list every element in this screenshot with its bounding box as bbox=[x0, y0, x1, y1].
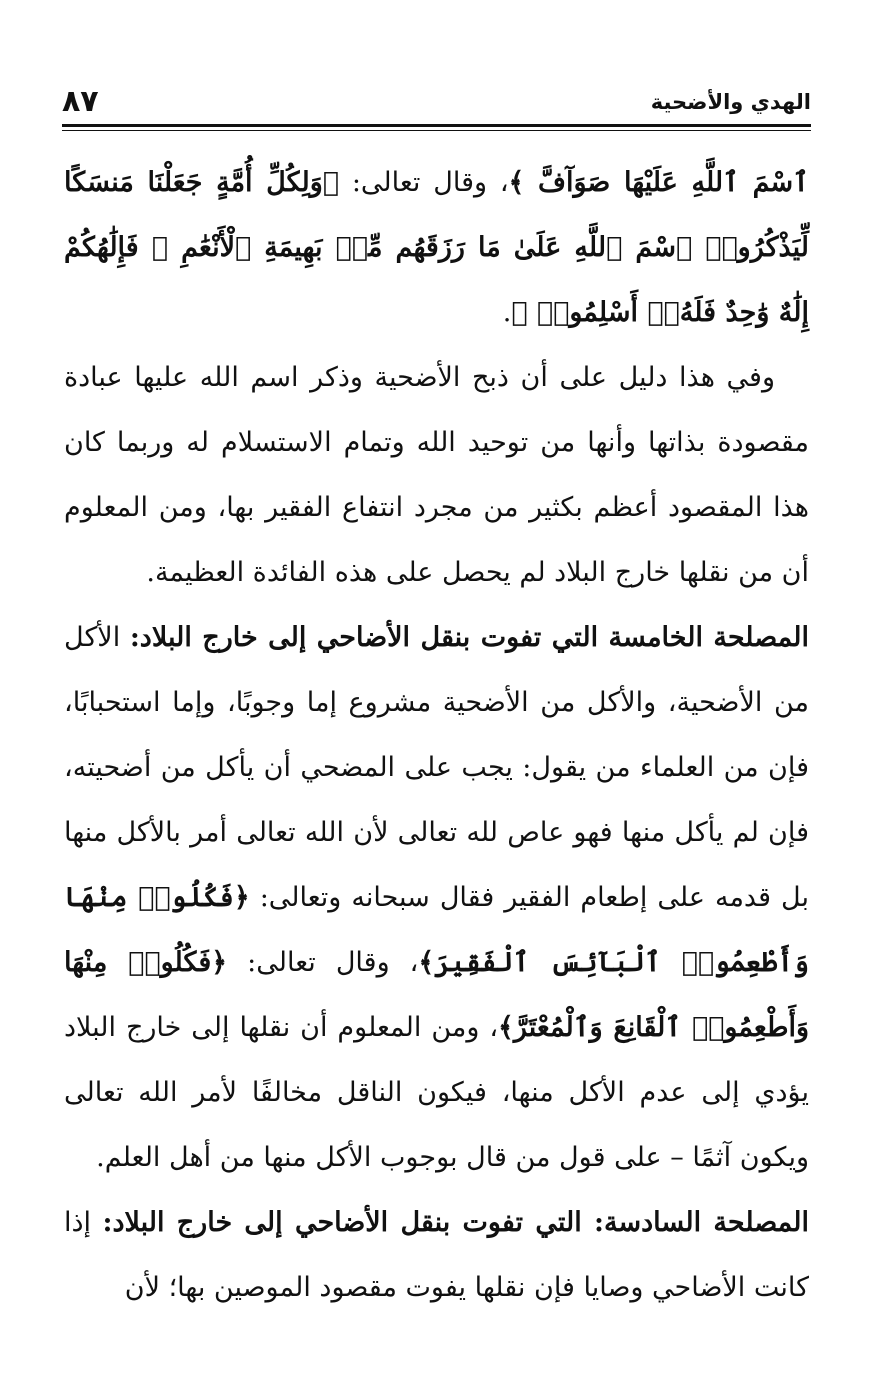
body-text: ، وقال تعالى: bbox=[227, 947, 419, 978]
body-text: ، ومن المعلوم أن نقلها إلى خارج البلاد يؤدي إلى عدم الأكل منها، فيكون الناقل مخالفًا لأمر الله تعالى ويكون آثمًا – على قول من قال بوجوب الأكل منها من أهل العلم. bbox=[64, 1012, 809, 1173]
section-heading: المصلحة السادسة: التي تفوت بنقل الأضاحي إلى خارج البلاد: bbox=[102, 1207, 810, 1238]
quran-verse: ﴿وَلِكُلِّ أُمَّةٍ جَعَلْنَا مَنسَكًا لِّيَذْكُرُوا۟ ٱسْمَ ٱللَّهِ عَلَىٰ مَا رَزَقَهُم مِّنۢ بَهِيمَةِ ٱلْأَنْعَٰمِ ۗ فَإِلَٰهُكُمْ إِلَٰهٌ وَٰحِدٌ فَلَهُۥٓ أَسْلِمُوا۟ ﴾ bbox=[64, 167, 809, 328]
page-number: ٨٧ bbox=[62, 84, 99, 119]
body-text: الأكل من الأضحية، والأكل من الأضحية مشروع إما وجوبًا، وإما استحبابًا، فإن من العلماء من يقول: يجب على المضحي أن يأكل من أضحيته، فإن لم يأكل منها فهو عاص لله تعالى لأن الله تعالى أمر بالأكل منها بل قدمه على إطعام الفقير فقال سبحانه وتعالى: bbox=[64, 622, 809, 913]
paragraph-fifth-benefit bbox=[64, 605, 809, 1190]
quran-verse: ﴿فَكُلُوا۟ مِنْهَا وَأَطْعِمُوا۟ ٱلْقَانِعَ وَٱلْمُعْتَرَّ﴾ bbox=[64, 947, 809, 1043]
body-text: ، وقال تعالى: bbox=[339, 167, 509, 198]
running-header bbox=[62, 84, 811, 122]
body-text: . bbox=[502, 297, 512, 328]
quran-verse: ﴿فَكُلُوا۟ مِنْهَا وَأَطْعِمُوا۟ ٱلْبَآئِسَ ٱلْفَقِيرَ﴾ bbox=[64, 882, 809, 978]
running-title: الهدي والأضحية bbox=[650, 90, 811, 114]
header-rule-thin bbox=[62, 130, 811, 131]
paragraph-commentary: وفي هذا دليل على أن ذبح الأضحية وذكر اسم الله عليها عبادة مقصودة بذاتها وأنها من توحيد الله وتمام الاستسلام له وربما كان هذا المقصود أعظم بكثير من مجرد انتفاع الفقير بها، ومن المعلوم أن من نقلها خارج البلاد لم يحصل على هذه الفائدة العظيمة. bbox=[64, 362, 809, 588]
paragraph-sixth-benefit bbox=[64, 1190, 809, 1320]
header-rule-thick bbox=[62, 124, 811, 127]
body-text: إذا كانت الأضاحي وصايا فإن نقلها يفوت مقصود الموصين بها؛ لأن bbox=[64, 1207, 809, 1303]
quran-verse: ٱسْمَ ٱللَّهِ عَلَيْهَا صَوَآفَّ ﴾ bbox=[508, 167, 809, 198]
page-body bbox=[64, 150, 809, 1320]
section-heading: المصلحة الخامسة التي تفوت بنقل الأضاحي إلى خارج البلاد: bbox=[129, 622, 809, 653]
paragraph-verse-continuation bbox=[64, 150, 809, 345]
